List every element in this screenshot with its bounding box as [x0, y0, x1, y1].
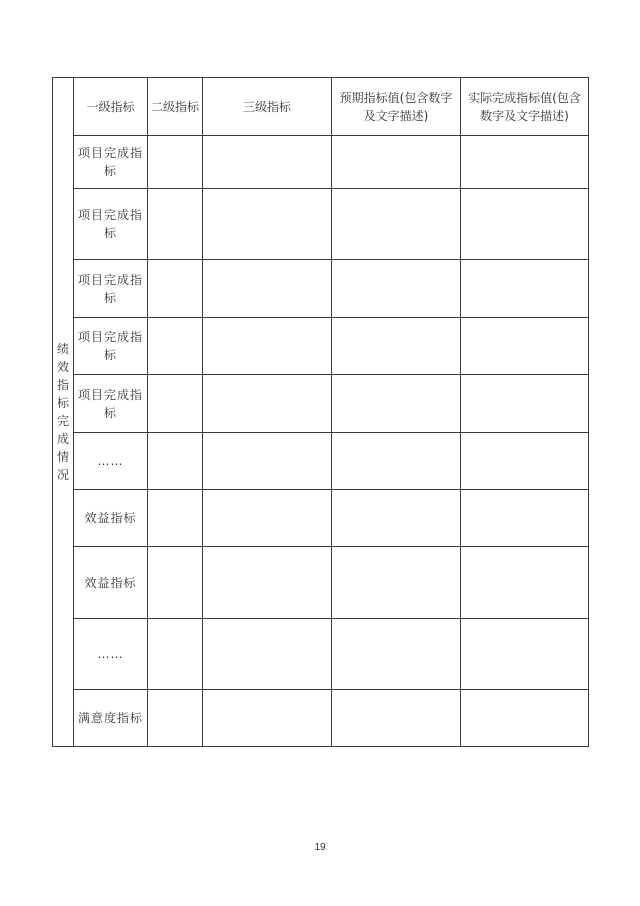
table-row — [53, 318, 589, 375]
actual-value-cell[interactable] — [461, 690, 589, 747]
header-actual-value: 实际完成指标值(包含数字及文字描述) — [461, 78, 589, 136]
level2-cell[interactable] — [148, 136, 203, 189]
table-row — [53, 189, 589, 260]
expected-value-cell[interactable] — [332, 136, 461, 189]
level3-cell[interactable] — [203, 433, 332, 490]
expected-value-cell[interactable] — [332, 318, 461, 375]
level2-cell[interactable] — [148, 375, 203, 433]
row-label: 效益指标 — [74, 490, 148, 547]
row-label: 项目完成指标 — [74, 136, 148, 189]
table-row — [53, 619, 589, 690]
row-label: 项目完成指标 — [74, 375, 148, 433]
actual-value-cell[interactable] — [461, 189, 589, 260]
row-label: …… — [74, 619, 148, 690]
level3-cell[interactable] — [203, 260, 332, 318]
expected-value-cell[interactable] — [332, 690, 461, 747]
level2-cell[interactable] — [148, 189, 203, 260]
table-row — [53, 375, 589, 433]
header-level3: 三级指标 — [203, 78, 332, 136]
level3-cell[interactable] — [203, 318, 332, 375]
level2-cell[interactable] — [148, 260, 203, 318]
row-label: …… — [74, 433, 148, 490]
expected-value-cell[interactable] — [332, 547, 461, 619]
expected-value-cell[interactable] — [332, 189, 461, 260]
actual-value-cell[interactable] — [461, 136, 589, 189]
level2-cell[interactable] — [148, 547, 203, 619]
row-label: 项目完成指标 — [74, 260, 148, 318]
header-level1: 一级指标 — [74, 78, 148, 136]
row-label: 项目完成指标 — [74, 318, 148, 375]
actual-value-cell[interactable] — [461, 318, 589, 375]
expected-value-cell[interactable] — [332, 490, 461, 547]
level2-cell[interactable] — [148, 490, 203, 547]
row-label: 效益指标 — [74, 547, 148, 619]
row-label: 满意度指标 — [74, 690, 148, 747]
level3-cell[interactable] — [203, 547, 332, 619]
level3-cell[interactable] — [203, 189, 332, 260]
performance-indicator-table — [52, 77, 589, 747]
level3-cell[interactable] — [203, 375, 332, 433]
table-row — [53, 433, 589, 490]
header-row — [53, 78, 589, 136]
table-row — [53, 490, 589, 547]
level2-cell[interactable] — [148, 318, 203, 375]
side-label-performance-completion: 绩 效 指 标 完 成 情 况 — [53, 78, 74, 747]
level2-cell[interactable] — [148, 433, 203, 490]
level3-cell[interactable] — [203, 690, 332, 747]
row-label: 项目完成指标 — [74, 189, 148, 260]
table-row — [53, 547, 589, 619]
level3-cell[interactable] — [203, 619, 332, 690]
level2-cell[interactable] — [148, 690, 203, 747]
level3-cell[interactable] — [203, 490, 332, 547]
header-level2: 二级指标 — [148, 78, 203, 136]
expected-value-cell[interactable] — [332, 619, 461, 690]
expected-value-cell[interactable] — [332, 375, 461, 433]
level2-cell[interactable] — [148, 619, 203, 690]
actual-value-cell[interactable] — [461, 490, 589, 547]
table-row — [53, 136, 589, 189]
actual-value-cell[interactable] — [461, 375, 589, 433]
table-row — [53, 260, 589, 318]
actual-value-cell[interactable] — [461, 619, 589, 690]
expected-value-cell[interactable] — [332, 433, 461, 490]
header-expected-value: 预期指标值(包含数字及文字描述) — [332, 78, 461, 136]
table-row — [53, 690, 589, 747]
actual-value-cell[interactable] — [461, 260, 589, 318]
actual-value-cell[interactable] — [461, 547, 589, 619]
level3-cell[interactable] — [203, 136, 332, 189]
expected-value-cell[interactable] — [332, 260, 461, 318]
page-number: 19 — [314, 842, 326, 853]
actual-value-cell[interactable] — [461, 433, 589, 490]
